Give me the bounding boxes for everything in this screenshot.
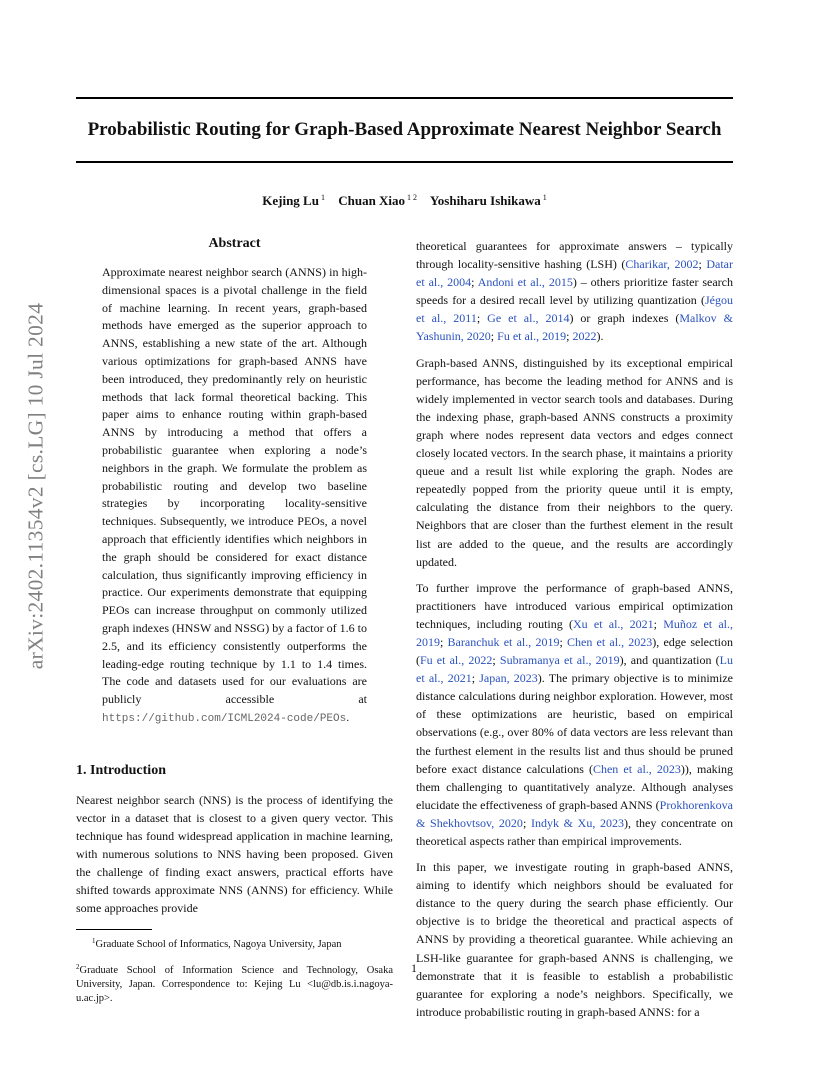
citation-link[interactable]: Lu et al., 2021	[416, 653, 733, 686]
section-heading-introduction: 1. Introduction	[76, 762, 166, 778]
right-paragraph-3	[416, 579, 733, 850]
abstract-text: Approximate nearest neighbor search (ANNS) in high-dimensional spaces is a pivotal challenge in the field of machine learning. In recent years, graph-based methods have emerged as the superior approach to ANNS, establishing a new state of the art. Although various optimizations for graph-based ANNS have been introduced, they predominantly rely on heuristic methods that lack formal theoretical backing. This paper aims to enhance routing within graph-based ANNS by introducing a method that offers a probabilistic guarantee when exploring a node’s neighbors in the graph. We formulate the problem as probabilistic routing and develop two baseline strategies by incorporating locality-sensitive techniques. Subsequently, we introduce PEOs, a novel approach that efficiently identifies which neighbors in the graph should be considered for exact distance calculation, thus significantly improving efficiency in practice. Our experiments demonstrate that equipping PEOs can increase throughput on commonly utilized graph indexes (HNSW and NSSG) by a factor of 1.6 to 2.5, and its efficiency consistently outperforms the leading-edge routing technique by 1.1 to 1.4 times. The code and datasets used for our evaluations are publicly accessible at	[102, 265, 367, 707]
paragraph-text: ;	[476, 311, 488, 326]
citation-link[interactable]: Baranchuk et al., 2019	[447, 634, 560, 649]
footnote-mark: 2	[76, 963, 80, 972]
citation-link[interactable]: Datar et al., 2004	[416, 257, 733, 290]
paragraph-text: ;	[440, 634, 448, 649]
footnote-text: Graduate School of Information Science and Technology, Osaka University, Japan. Correspondence to: Kejing Lu <lu@db.is.i.nagoya-u.ac.jp>.	[76, 965, 393, 1005]
citation-link[interactable]: Subramanya et al., 2019	[499, 653, 620, 668]
paragraph-text: ).	[596, 329, 604, 344]
author-list	[76, 189, 733, 210]
left-column	[76, 234, 393, 1006]
title-rule-bottom	[76, 161, 733, 163]
paragraph-text: Graph-based ANNS, distinguished by its exceptional empirical performance, has become the leading method for ANNS and is widely implemented in vector search tools and databases. During the indexing phase, graph-based ANNS constructs a proximity graph where nodes represent data vectors and edges connect closely located vectors. In the search phase, it maintains a priority queue and a result list while exploring the graph. Nodes are repeatedly popped from the priority queue until it is empty, calculating the distance from their neighbors to the query. Neighbors that are closer than the furthest element in the result list are added to the queue, and the results are accordingly updated.	[416, 355, 733, 569]
citation-link[interactable]: Indyk & Xu, 2023	[530, 815, 625, 830]
citation-link[interactable]: Xu et al., 2021	[572, 616, 654, 631]
arxiv-identifier-text: arXiv:2402.11354v2 [cs.LG] 10 Jul 2024	[23, 302, 48, 670]
abstract-body	[102, 264, 367, 729]
paragraph-text: ). The primary objective is to minimize distance calculations during neighbor exploration. However, most of these optimizations are heuristic, based on empirical observations (e.g., over 80% of data vectors are less relevant than the furthest element in the results list and thus should be pruned before exact distance calculations (	[416, 671, 734, 776]
page-number: 1	[411, 961, 417, 975]
author-affiliation-mark: 1	[542, 193, 547, 202]
paragraph-text: ;	[566, 329, 573, 344]
paragraph-text: ), they concentrate on theoretical aspects rather than empirical improvements.	[416, 815, 734, 848]
citation-link[interactable]: 2022	[572, 329, 597, 344]
paragraph-text: )), making them challenging to quantitatively analyze. Although analyses elucidate the effectiveness of graph-based ANNS (	[416, 761, 733, 812]
footnote-mark: 1	[92, 937, 96, 946]
paragraph-text: ;	[492, 653, 500, 668]
paragraph-text: ;	[698, 257, 707, 272]
paragraph-text: ;	[559, 634, 568, 649]
paper-title: Probabilistic Routing for Graph-Based Approximate Nearest Neighbor Search	[87, 119, 722, 140]
author-affiliation-mark: 1 2	[407, 193, 418, 202]
citation-link[interactable]: Chen et al., 2023	[567, 634, 653, 649]
author-affiliation-mark: 1	[320, 193, 325, 202]
author-name: Yoshiharu Ishikawa	[429, 193, 541, 208]
right-column	[416, 237, 733, 1021]
citation-link[interactable]: Jégou et al., 2011	[416, 293, 733, 326]
citation-link[interactable]: Malkov & Yashunin, 2020	[416, 311, 733, 344]
paragraph-text: In this paper, we investigate routing in graph-based ANNS, aiming to identify which neighbors should be evaluated for distance to the query during the search phase efficiently. Our objective is to bridge the theoretical and practical aspects of ANNS by providing a theoretical guarantee. While achieving an LSH-like guarantee for graph-based ANNS is challenging, we demonstrate that it is feasible to establish a probabilistic guarantee for exploring a node’s neighbors. Specifically, we introduce probabilistic routing in graph-based ANNS: for a	[416, 860, 733, 1019]
paragraph-text: ;	[522, 815, 531, 830]
right-paragraph-4	[416, 858, 733, 1021]
paragraph-text: theoretical guarantees for approximate answers – typically through locality-sensitive hashing (LSH) (	[416, 239, 733, 272]
citation-link[interactable]: Prokhorenkova & Shekhovtsov, 2020	[416, 797, 733, 830]
citation-link[interactable]: Fu et al., 2022	[420, 653, 493, 668]
citation-link[interactable]: Chen et al., 2023	[592, 761, 681, 776]
abstract-end-punctuation: .	[346, 709, 350, 724]
right-paragraph-2	[416, 354, 733, 571]
footnote-text: Graduate School of Informatics, Nagoya University, Japan	[95, 939, 342, 951]
footnote-rule	[76, 929, 152, 930]
citation-link[interactable]: Muñoz et al., 2019	[416, 616, 733, 649]
abstract-heading: Abstract	[208, 236, 261, 251]
paragraph-text: ;	[471, 671, 480, 686]
paragraph-text: ;	[490, 329, 498, 344]
paragraph-text: To further improve the performance of graph-based ANNS, practitioners have introduced various empirical optimization techniques, including routing (	[416, 580, 733, 631]
author-name: Chuan Xiao	[338, 193, 406, 208]
paragraph-text: ;	[653, 616, 664, 631]
citation-link[interactable]: Charikar, 2002	[625, 257, 699, 272]
paragraph-text: ), and quantization (	[619, 653, 720, 668]
paragraph-text: ;	[471, 275, 478, 290]
citation-link[interactable]: Japan, 2023	[479, 671, 538, 686]
citation-link[interactable]: Fu et al., 2019	[497, 329, 567, 344]
citation-link[interactable]: Ge et al., 2014	[487, 311, 570, 326]
author-name: Kejing Lu	[262, 193, 319, 208]
paragraph-text: ) – others prioritize faster search speeds for a desired recall level by utilizing quantization (	[416, 275, 733, 308]
right-paragraph-1	[416, 237, 733, 346]
citation-link[interactable]: Andoni et al., 2015	[477, 275, 573, 290]
paragraph-text: ) or graph indexes (	[569, 311, 680, 326]
arxiv-identifier-stamp	[22, 295, 50, 677]
code-repository-link[interactable]: https://github.com/ICML2024-code/PEOs	[102, 712, 347, 725]
intro-paragraph-1: Nearest neighbor search (NNS) is the process of identifying the vector in a dataset that is closest to a given query vector. This technique has found widespread application in machine learning, with numerous solutions to NNS having been proposed. Given the challenge of finding exact answers, practical efforts have shifted towards approximate NNS (ANNS) for efficiency. While some approaches provide	[76, 792, 393, 916]
footnote-1	[76, 934, 393, 952]
paragraph-text: ), edge selection (	[416, 634, 733, 668]
title-rule-top	[76, 97, 733, 99]
